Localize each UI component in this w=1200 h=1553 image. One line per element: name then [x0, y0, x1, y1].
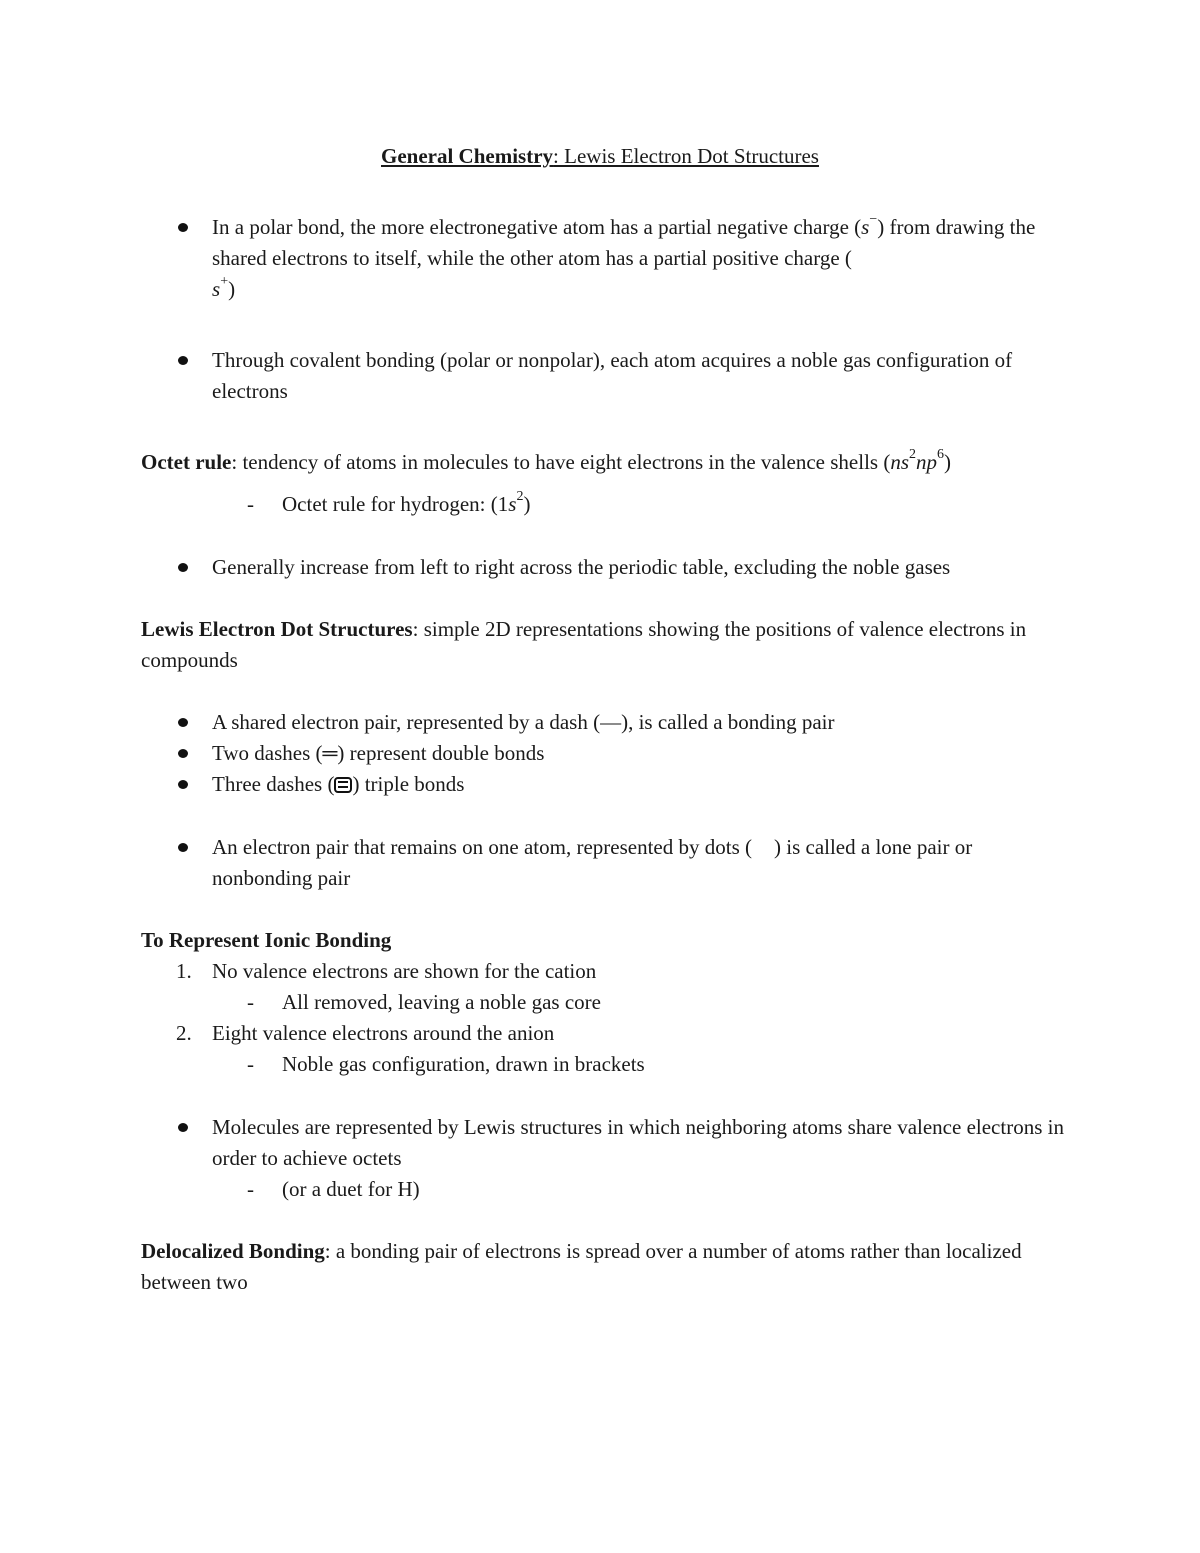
polar-bond-bullet: In a polar bond, the more electronegative atom has a partial negative charge (s−) from drawing the shared electrons to itself, while the other atom has a partial positive charge ( s+) — [0, 212, 1200, 305]
delocalized-label: Delocalized Bonding — [141, 1239, 325, 1263]
bond-types-list: A shared electron pair, represented by a dash (—), is called a bonding pair Two dashes (═) represent double bonds Three dashes ( ) triple bonds — [0, 707, 1200, 800]
lewis-definition-paragraph: Lewis Electron Dot Structures: simple 2D representations showing the positions of valence electrons in compounds — [141, 617, 1027, 672]
lone-pair-bullet: An electron pair that remains on one atom, represented by dots ( ) is called a lone pair or nonbonding pair — [0, 832, 1200, 894]
bullet-icon — [178, 843, 188, 852]
bullet-icon — [178, 749, 188, 758]
title-bold: General Chemistry — [381, 144, 554, 168]
page-title — [0, 141, 1200, 172]
molecules-bullet: Molecules are represented by Lewis structures in which neighboring atoms share valence electrons in order to achieve octets - (or a duet for H) — [0, 1112, 1200, 1205]
bullet-icon — [178, 718, 188, 727]
bullet-icon — [178, 223, 188, 232]
octet-rule-label: Octet rule — [141, 450, 232, 474]
title-rest: : Lewis Electron Dot Structures — [553, 144, 819, 168]
bullet-icon — [178, 563, 188, 572]
octet-rule-paragraph: Octet rule: tendency of atoms in molecules to have eight electrons in the valence shells $(ns^2np^6)$ — [141, 447, 952, 474]
triple-bond-icon — [334, 777, 352, 793]
ionic-heading: To Represent Ionic Bonding — [141, 928, 392, 952]
electronegativity-bullet: Generally increase from left to right across the periodic table, excluding the noble gases — [0, 552, 1200, 583]
lewis-label: Lewis Electron Dot Structures — [141, 617, 413, 641]
bullet-icon — [178, 780, 188, 789]
octet-hydrogen-subitem: - Octet rule for hydrogen: $(1s^2)$ — [247, 489, 531, 516]
ionic-bonding-section: To Represent Ionic Bonding 1. No valence electrons are shown for the cation - All removed, leaving a noble gas core 2. Eight valence electrons around the anion - Noble gas configuration, drawn in brackets — [0, 925, 1200, 1080]
bullet-icon — [178, 1123, 188, 1132]
bullet-icon — [178, 356, 188, 365]
delocalized-paragraph: Delocalized Bonding: a bonding pair of electrons is spread over a number of atoms rather than localized between two — [141, 1239, 1022, 1294]
covalent-bullet: Through covalent bonding (polar or nonpolar), each atom acquires a noble gas configuration of electrons — [0, 345, 1200, 407]
